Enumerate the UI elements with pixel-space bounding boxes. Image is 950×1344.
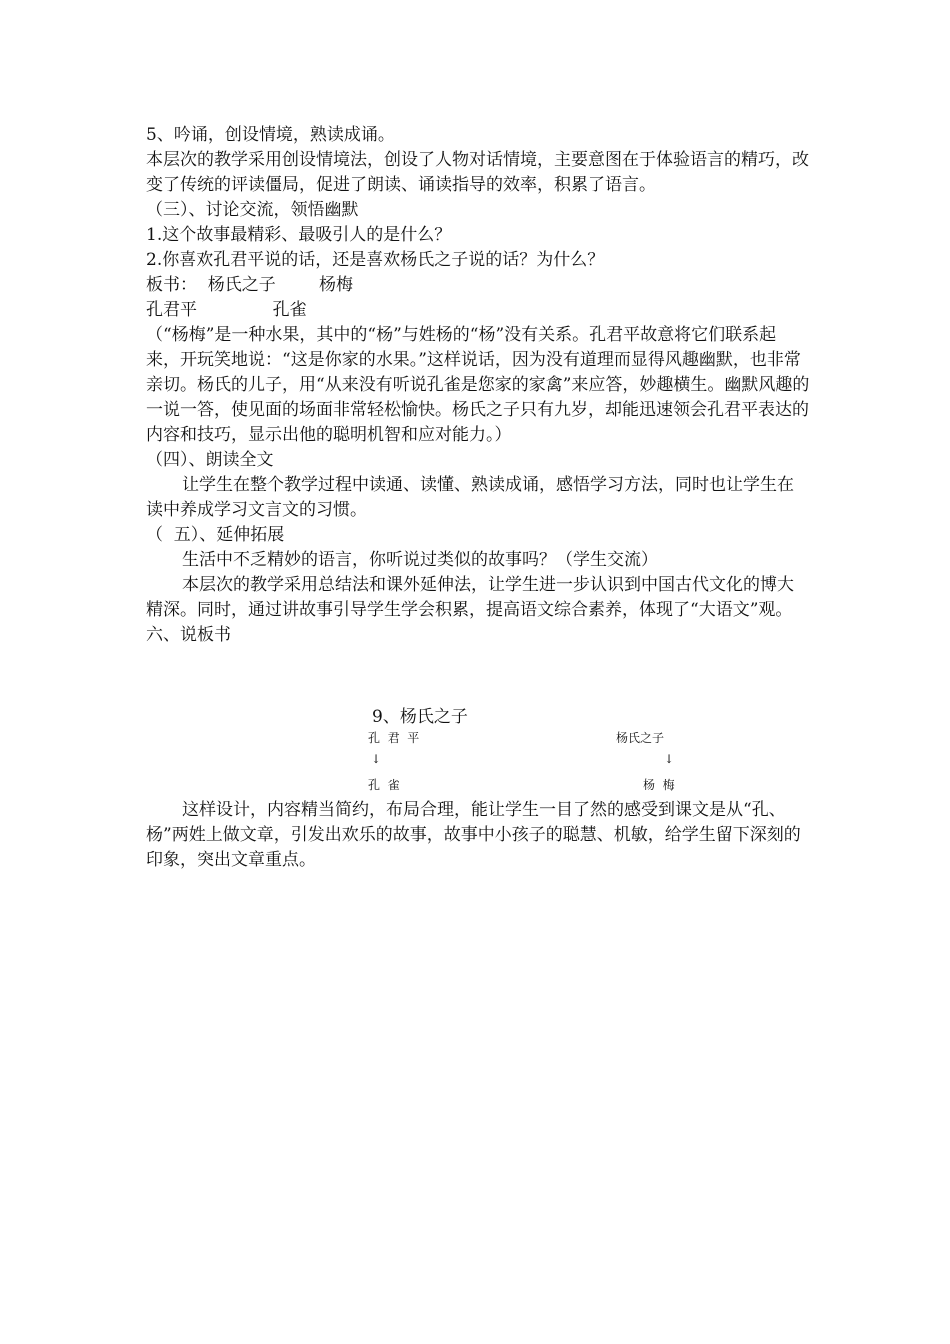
item-5-heading: 5、吟诵，创设情境，熟读成诵。 bbox=[146, 125, 395, 145]
paragraph-read-aloud: 让学生在整个教学过程中读通、读懂、熟读成诵，感悟学习方法，同时也让学生在读中养成学习文言文的习惯。 bbox=[146, 475, 794, 520]
paragraph-extension-question: 生活中不乏精妙的语言，你听说过类似的故事吗？（学生交流） bbox=[182, 550, 658, 570]
board-title: 9、杨氏之子 bbox=[372, 707, 468, 727]
board-line-1: 板书： 杨氏之子 杨梅 bbox=[146, 275, 354, 295]
down-arrow-icon: ↓ bbox=[371, 752, 382, 766]
paragraph-board-design: 这样设计，内容精当简约，布局合理，能让学生一目了然的感受到课文是从“孔、杨”两姓上做文章，引发出欢乐的故事，故事中小孩子的聪慧、机敏，给学生留下深刻的印象，突出文章重点。 bbox=[146, 800, 801, 870]
board-right-bottom: 杨 梅 bbox=[643, 778, 675, 792]
paragraph-situation-method: 本层次的教学采用创设情境法，创设了人物对话情境，主要意图在于体验语言的精巧，改变了传统的评读僵局，促进了朗读、诵读指导的效率，积累了语言。 bbox=[146, 150, 809, 195]
down-arrow-icon: ↓ bbox=[664, 752, 675, 766]
board-left-top: 孔 君 平 bbox=[368, 731, 420, 745]
text-section-lower bbox=[146, 798, 810, 873]
question-2: 2.你喜欢孔君平说的话，还是喜欢杨氏之子说的话？为什么？ bbox=[146, 250, 605, 270]
section-5-heading: （ 五）、延伸拓展 bbox=[146, 525, 285, 545]
paragraph-humor-explanation: （“杨梅”是一种水果，其中的“杨”与姓杨的“杨”没有关系。孔君平故意将它们联系起来，开玩笑地说：“这是你家的水果。”这样说话，因为没有道理而显得风趣幽默，也非常亲切。杨氏的儿子，用“从来没有听说孔雀是您家的家禽”来应答，妙趣横生。幽默风趣的一说一答，使见面的场面非常轻松愉快。杨氏之子只有九岁，却能迅速领会孔君平表达的内容和技巧，显示出他的聪明机智和应对能力。） bbox=[146, 325, 810, 445]
board-left-bottom: 孔 雀 bbox=[368, 778, 400, 792]
paragraph-extension-method: 本层次的教学采用总结法和课外延伸法，让学生进一步认识到中国古代文化的博大精深。同时，通过讲故事引导学生学会积累，提高语文综合素养，体现了“大语文”观。 bbox=[146, 575, 794, 620]
section-3-heading: （三）、讨论交流，领悟幽默 bbox=[146, 200, 359, 220]
text-section-upper bbox=[146, 123, 810, 648]
section-6-heading: 六、说板书 bbox=[146, 625, 231, 645]
question-1: 1.这个故事最精彩、最吸引人的是什么？ bbox=[146, 225, 452, 245]
section-4-heading: （四）、朗读全文 bbox=[146, 450, 274, 470]
board-line-2: 孔君平 孔雀 bbox=[146, 300, 307, 320]
board-right-top: 杨氏之子 bbox=[616, 731, 665, 745]
board-diagram bbox=[146, 698, 810, 798]
